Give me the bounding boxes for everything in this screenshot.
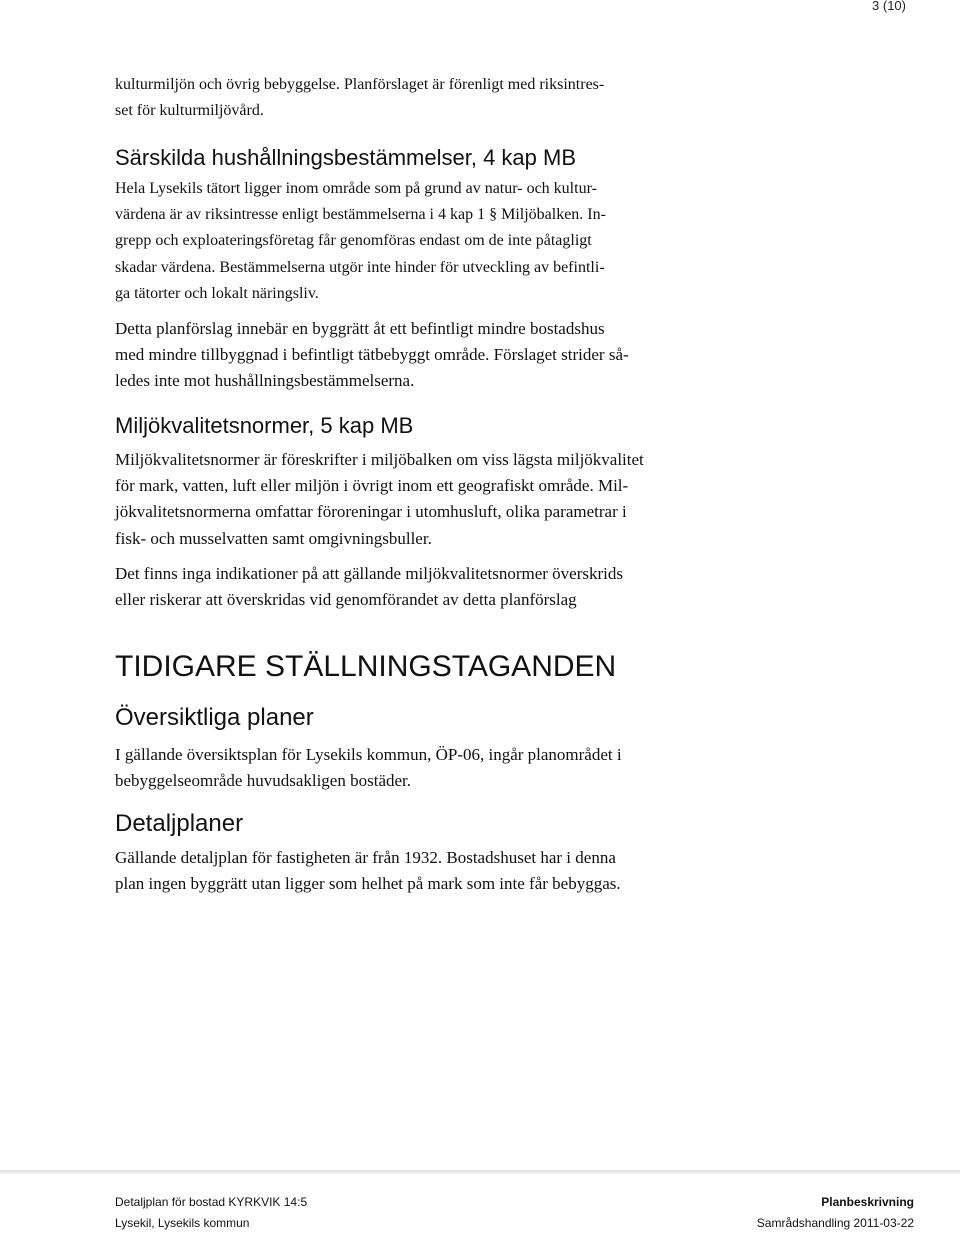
paragraph-line: grepp och exploateringsföretag får genomföras endast om de inte påtagligt xyxy=(115,232,592,250)
paragraph-line: bebyggelseområde huvudsakligen bostäder. xyxy=(115,771,412,791)
intro-line: kulturmiljön och övrig bebyggelse. Planförslaget är förenligt med riksintres- xyxy=(115,76,605,93)
footer-status-date: Samrådshandling 2011-03-22 xyxy=(756,1216,914,1230)
paragraph-line: Detta planförslag innebär en byggrätt åt ett befintligt mindre bostadshus xyxy=(115,319,605,338)
paragraph-line: Det finns inga indikationer på att gällande miljökvalitetsnormer överskrids xyxy=(115,564,623,583)
heading-miljokvalitet: Miljökvalitetsnormer, 5 kap MB xyxy=(115,413,414,438)
paragraph-line: skadar värdena. Bestämmelserna utgör inte hinder för utveckling av befintli- xyxy=(115,258,605,276)
page-number: 3 (10) xyxy=(872,0,906,13)
paragraph-line: värdena är av riksintresse enligt bestämmelserna i 4 kap 1 § Miljöbalken. In- xyxy=(115,206,606,224)
paragraph-line: ga tätorter och lokalt näringsliv. xyxy=(115,284,319,302)
oversikt-paragraph xyxy=(115,742,655,794)
paragraph-line: ledes inte mot hushållningsbestämmelserna. xyxy=(115,371,415,391)
footer-right xyxy=(757,1192,914,1234)
paragraph-line: I gällande översiktsplan för Lysekils kommun, ÖP-06, ingår planområdet i xyxy=(115,745,622,764)
hushallning-paragraph-1 xyxy=(115,176,655,307)
intro-paragraph xyxy=(115,72,655,124)
footer-document-title: Detaljplan för bostad KYRKVIK 14:5 xyxy=(115,1195,308,1209)
heading-oversiktliga-planer: Översiktliga planer xyxy=(115,704,314,731)
paragraph-line: med mindre tillbyggnad i befintligt tätbebyggt område. Förslaget strider så- xyxy=(115,345,629,365)
intro-line: set för kulturmiljövård. xyxy=(115,102,264,120)
miljokvalitet-paragraph-1 xyxy=(115,447,655,552)
detaljplaner-paragraph xyxy=(115,845,655,897)
paragraph-line: eller riskerar att överskridas vid genomförandet av detta planförslag xyxy=(115,590,577,610)
footer-document-type: Planbeskrivning xyxy=(821,1195,914,1209)
footer-municipality: Lysekil, Lysekils kommun xyxy=(115,1216,250,1230)
heading-detaljplaner: Detaljplaner xyxy=(115,810,244,837)
hushallning-paragraph-2 xyxy=(115,316,655,395)
paragraph-line: Gällande detaljplan för fastigheten är från 1932. Bostadshuset har i denna xyxy=(115,848,616,867)
heading-tidigare: TIDIGARE STÄLLNINGSTAGANDEN xyxy=(115,650,617,683)
paragraph-line: Hela Lysekils tätort ligger inom område som på grund av natur- och kultur- xyxy=(115,180,597,197)
footer-left xyxy=(115,1192,307,1234)
paragraph-line: för mark, vatten, luft eller miljön i övrigt inom ett geografiskt område. Mil- xyxy=(115,476,629,496)
miljokvalitet-paragraph-2 xyxy=(115,561,655,613)
paragraph-line: plan ingen byggrätt utan ligger som helhet på mark som inte får bebyggas. xyxy=(115,874,621,894)
paragraph-line: fisk- och musselvatten samt omgivningsbuller. xyxy=(115,528,432,548)
paragraph-line: Miljökvalitetsnormer är föreskrifter i miljöbalken om viss lägsta miljökvalitet xyxy=(115,450,644,469)
paragraph-line: jökvalitetsnormerna omfattar föroreningar i utomhusluft, olika parametrar i xyxy=(115,502,627,522)
footer-divider xyxy=(0,1170,960,1174)
heading-hushallning: Särskilda hushållningsbestämmelser, 4 kap MB xyxy=(115,145,577,170)
